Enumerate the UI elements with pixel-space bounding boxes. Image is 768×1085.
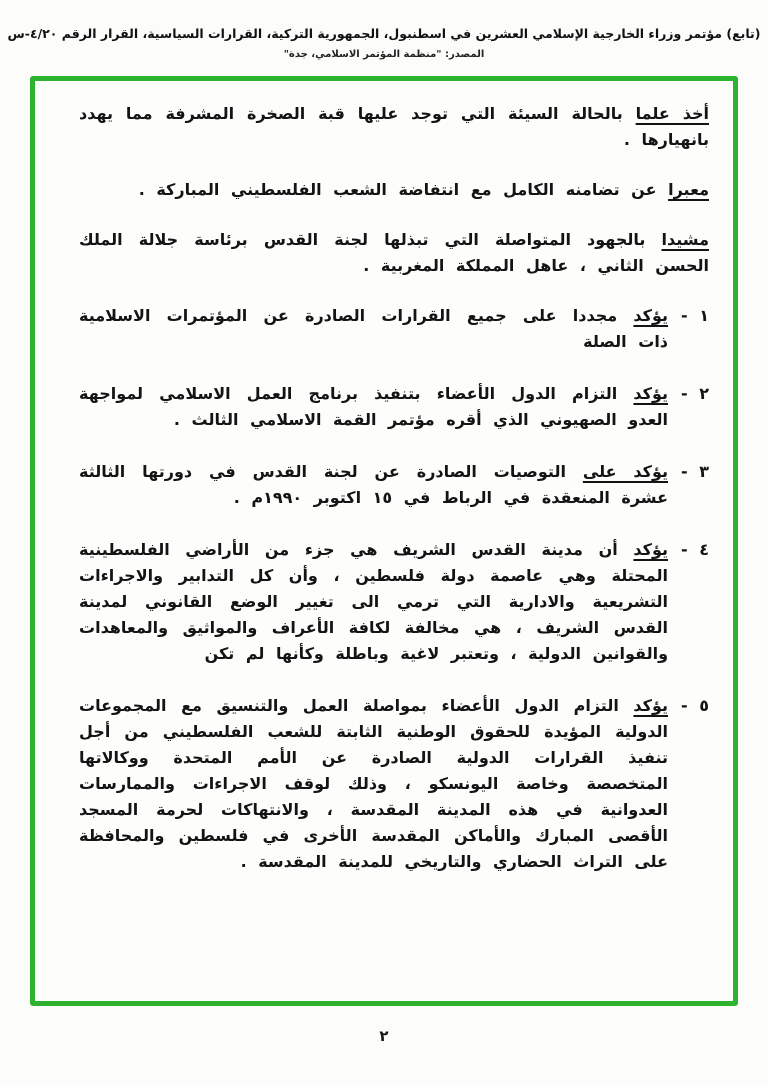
document-body (79, 101, 709, 875)
item-paragraph (79, 459, 668, 511)
resolution-item (79, 693, 709, 875)
item-lead-word: يؤكد (633, 384, 669, 403)
item-number: ١ - (681, 306, 709, 325)
opening-paragraph (79, 177, 709, 203)
item-paragraph (79, 303, 668, 355)
paragraph-text: بالحالة السيئة التي توجد عليها قبة الصخرة المشرفة مما يهدد بانهيارها . (79, 104, 709, 149)
item-text: التزام الدول الأعضاء بمواصلة العمل والتنسيق مع المجموعات الدولية المؤيدة للحقوق الوطنية الثابتة للشعب الفلسطيني من أجل تنفيذ القرارات الدولية الصادرة عن الأمم المتحدة ووكالاتها المتخصصة وخاصة اليونسكو ، وذلك لوقف الاجراءات والممارسات العدوانية في هذه المدينة المقدسة ، والانتهاكات لحرمة المسجد الأقصى المبارك والأماكن المقدسة الأخرى في فلسطين والمحافظة على التراث الحضاري والتاريخي للمدينة المقدسة . (79, 696, 669, 871)
resolution-item (79, 459, 709, 511)
page-title: (تابع) مؤتمر وزراء الخارجية الإسلامي العشرين في اسطنبول، الجمهورية التركية، القرارات السياسية، القرار الرقم ٤/٢٠-س (7, 26, 761, 41)
item-text: التوصيات الصادرة عن لجنة القدس في دورتها الثالثة عشرة المنعقدة في الرباط في ١٥ اكتوبر ١٩٩٠م . (79, 462, 669, 507)
green-frame (30, 76, 738, 1006)
item-number: ٢ - (681, 384, 709, 403)
item-text: مجددا على جميع القرارات الصادرة عن المؤتمرات الاسلامية ذات الصلة (79, 306, 669, 351)
item-lead-word: يؤكد على (582, 462, 669, 481)
item-paragraph (79, 693, 668, 875)
item-lead-word: يؤكد (633, 540, 669, 559)
paragraph-lead-word: معبرا (668, 180, 709, 199)
opening-paragraph (79, 227, 709, 279)
item-paragraph (79, 537, 668, 667)
item-lead-word: يؤكد (633, 696, 669, 715)
item-paragraph (79, 381, 668, 433)
item-number: ٥ - (681, 696, 709, 715)
resolution-item (79, 303, 709, 355)
resolution-item (79, 381, 709, 433)
resolution-item (79, 537, 709, 667)
paragraph-lead-word: أخذ علما (635, 104, 709, 123)
source-line: المصدر: "منظمة المؤتمر الاسلامي، جدة" (283, 49, 485, 60)
paragraph-text: عن تضامنه الكامل مع انتفاضة الشعب الفلسطيني المباركة . (138, 180, 657, 199)
item-text: أن مدينة القدس الشريف هي جزء من الأراضي الفلسطينية المحتلة وهي عاصمة دولة فلسطين ، وأن كل التدابير والاجراءات التشريعية والادارية التي ترمي الى تغيير الوضع القانوني لمدينة القدس الشريف ، هي مخالفة لكافة الأعراف والمواثيق والمعاهدات والقوانين الدولية ، وتعتبر لاغية وباطلة وكأنها لم تكن (79, 540, 669, 663)
page-number: ٢ (379, 1027, 389, 1045)
paragraph-lead-word: مشيدا (661, 230, 709, 249)
paragraph-text: بالجهود المتواصلة التي تبذلها لجنة القدس برئاسة جلالة الملك الحسن الثاني ، عاهل المملكة المغربية . (79, 230, 709, 275)
item-number: ٣ - (681, 462, 709, 481)
item-lead-word: يؤكد (633, 306, 669, 325)
document-header (0, 0, 768, 60)
item-number: ٤ - (681, 540, 709, 559)
item-text: التزام الدول الأعضاء بتنفيذ برنامج العمل الاسلامي لمواجهة العدو الصهيوني الذي أقره مؤتمر القمة الاسلامي الثالث . (79, 384, 669, 429)
opening-paragraph (79, 101, 709, 153)
page-footer (0, 1026, 768, 1045)
